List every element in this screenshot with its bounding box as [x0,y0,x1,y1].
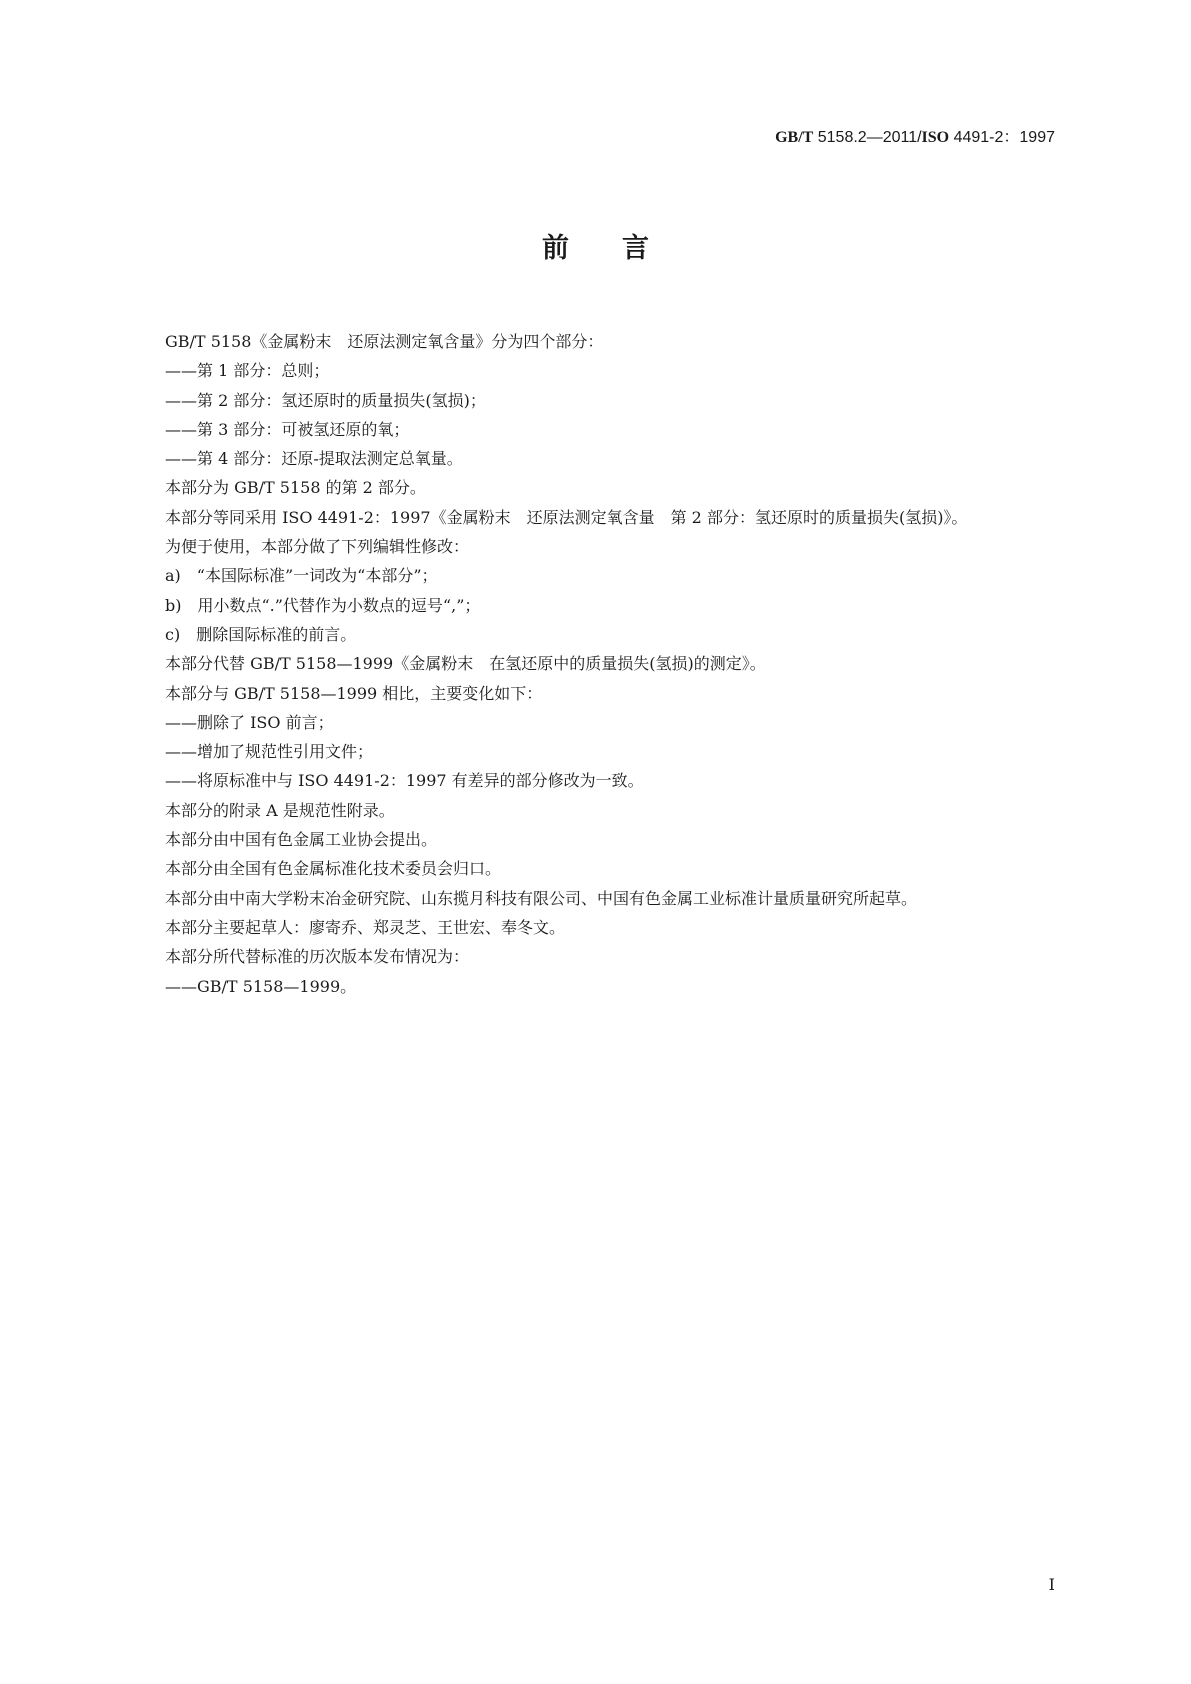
list-item-edit-a: a) “本国际标准”一词改为“本部分”； [165,566,438,586]
paragraph-under-jurisdiction: 本部分由全国有色金属标准化技术委员会归口。 [165,859,502,879]
list-item-change-3: ——将原标准中与 ISO 4491-2：1997 有差异的部分修改为一致。 [165,771,644,791]
page-title: 前言 [542,233,702,264]
list-item-part-4: ——第 4 部分：还原-提取法测定总氧量。 [165,449,463,469]
foreword-body [121,327,1066,1001]
list-item-part-3: ——第 3 部分：可被氢还原的氧； [165,419,410,439]
standard-code-iso-number: 4491-2：1997 [949,129,1055,146]
paragraph-parts-intro: GB/T 5158《金属粉末 还原法测定氧含量》分为四个部分： [165,332,604,351]
page-number: I [1048,1575,1055,1594]
standard-code-iso: ISO [921,129,950,146]
standard-code-number: 5158.2—2011/ [813,129,922,146]
list-item-change-2: ——增加了规范性引用文件； [165,742,374,762]
paragraph-drafted-by: 本部分由中南大学粉末冶金研究院、山东揽月科技有限公司、中国有色金属工业标准计量质量研究所起草。 [165,888,918,908]
list-item-change-1: ——删除了 ISO 前言； [165,712,334,732]
list-item-history: ——GB/T 5158—1999。 [165,976,357,996]
paragraph-proposed-by: 本部分由中国有色金属工业协会提出。 [165,830,438,850]
list-item-edit-c: c) 删除国际标准的前言。 [165,624,357,644]
paragraph-equivalence: 本部分等同采用 ISO 4491-2：1997《金属粉末 还原法测定氧含量 第 2 部分：氢还原时的质量损失(氢损)》。 [165,507,968,527]
paragraph-edits-intro: 为便于使用，本部分做了下列编辑性修改： [165,537,470,557]
list-item-edit-b: b) 用小数点“.”代替作为小数点的逗号“,”； [165,595,481,615]
paragraph-drafters: 本部分主要起草人：廖寄乔、郑灵芝、王世宏、奉冬文。 [165,917,566,937]
paragraph-annex: 本部分的附录 A 是规范性附录。 [165,800,395,820]
list-item-part-2: ——第 2 部分：氢还原时的质量损失(氢损)； [165,390,486,410]
standard-code-prefix: GB/T [775,129,814,146]
paragraph-history-intro: 本部分所代替标准的历次版本发布情况为： [165,947,470,967]
paragraph-this-part: 本部分为 GB/T 5158 的第 2 部分。 [165,478,426,498]
list-item-part-1: ——第 1 部分：总则； [165,361,330,381]
paragraph-changes-intro: 本部分与 GB/T 5158—1999 相比，主要变化如下： [165,683,543,703]
standard-code [775,124,1055,147]
paragraph-replaces: 本部分代替 GB/T 5158—1999《金属粉末 在氢还原中的质量损失(氢损)的测定》。 [165,654,766,674]
